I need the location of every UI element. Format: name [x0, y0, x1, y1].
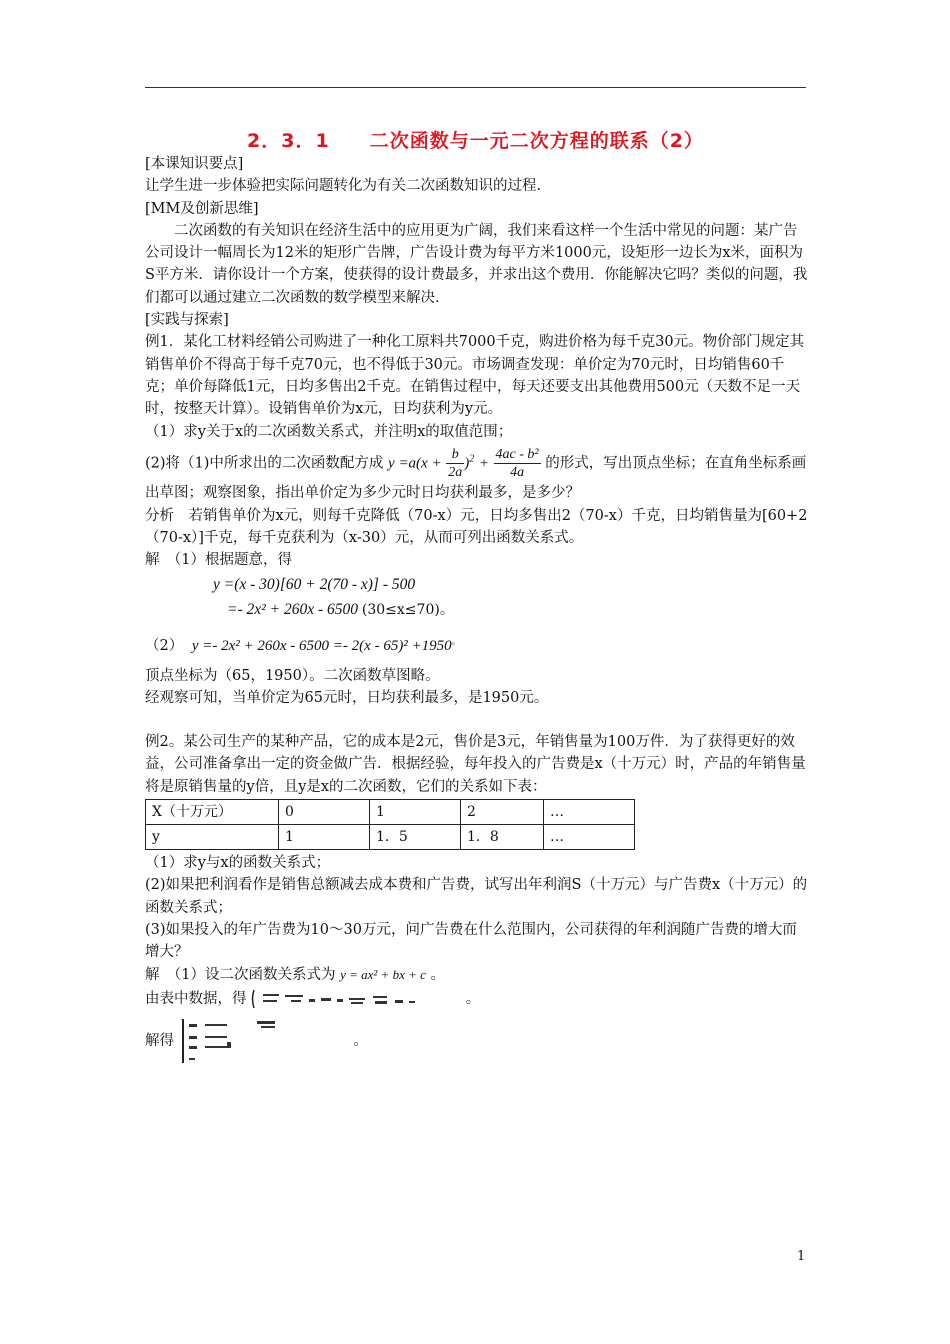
table-cell: 1: [279, 825, 370, 850]
q2-formula-exp: 2: [469, 453, 475, 465]
table-cell: 1．5: [370, 825, 461, 850]
example1-vertex: 顶点坐标为（65，1950）。二次函数草图略。: [145, 667, 440, 684]
example2-statement: 例2。某公司生产的某种产品，它的成本是2元，售价是3元，年销售量为100万件．为了获得更好的效益，公司准备拿出一定的资金做广告．根据经验，每年投入的广告费是x（十万元）时，产品的年销售量将是原销售量的y倍，且y是x的二次函数，它们的关系如下表：: [145, 734, 806, 795]
example1-analysis: 分析 若销售单价为x元，则每千克降低（70-x）元，日均多售出2（70-x）千克，日均销售量为[60+2（70-x）]千克，每千克获利为（x-30）元，从而可列出函数关系式。: [145, 507, 808, 547]
table-cell: 1: [370, 800, 461, 825]
equation-line-1: y =(x - 30)[60 + 2(70 - x)] - 500: [213, 575, 416, 593]
q2-formula-mid: ): [464, 455, 470, 472]
table-cell: 1．8: [461, 825, 544, 850]
example1-part2: [145, 629, 809, 659]
example2-system-line: [145, 986, 809, 1012]
example2-question3: (3)如果投入的年广告费为10～30万元，问广告费在什么范围内，公司获得的年利润随广告费的增大而增大？: [145, 921, 797, 961]
equation-line-2: [213, 597, 809, 623]
q2-prefix: (2)将（1)中所求出的二次函数配方成: [145, 455, 384, 472]
section-header-points: [本课知识要点]: [145, 156, 244, 172]
q2-suffix: 的形式，写出顶点坐标；在直角坐标系画出草图；观察图象，指出单价定为多少元时日均获利最多，是多少？: [145, 455, 807, 501]
q2-fraction-vertex: [494, 446, 541, 481]
table-cell: …: [544, 825, 635, 850]
table-cell: 0: [279, 800, 370, 825]
example1-statement: 例1．某化工材料经销公司购进了一种化工原料共7000千克，购进价格为每千克30元。物价部门规定其销售单价不得高于每千克70元，也不得低于30元。市场调查发现：单价定为70元时，日均销售60千克；单价每降低1元，日均多售出2千克。在销售过程中，每天还要支出其他费用500元（天数不足一天时，按整天计算）。设销售单价为x元，日均获利为y元。: [145, 334, 805, 418]
q2-formula-plus: +: [478, 455, 489, 472]
solved-text: 解得: [145, 1032, 174, 1049]
from-table-end: 。: [465, 990, 481, 1007]
example1-solution-head: 解 （1）根据题意，得: [145, 552, 292, 569]
q2-frac2-den: 4a: [510, 464, 525, 480]
table-cell: 2: [461, 800, 544, 825]
document-body: [145, 153, 809, 1064]
q2-frac1-num: b: [446, 446, 464, 464]
mm-paragraph: 二次函数的有关知识在经济生活中的应用更为广阔，我们来看这样一个生活中常见的问题：某广告公司设计一幅周长为12米的矩形广告牌，广告设计费为每平方米1000元，设矩形一边长为x米，面积为S平方米．请你设计一个方案，使获得的设计费最多，并求出这个费用．你能解决它吗？类似的问题，我们都可以通过建立二次函数的数学模型来解决．: [145, 222, 808, 306]
spacer: [145, 709, 809, 731]
example2-solved-line: [145, 1018, 809, 1064]
solution-system-image: [179, 1018, 349, 1064]
from-table-text: 由表中数据，得: [145, 990, 247, 1007]
example2-question2: (2)如果把利润看作是销售总额减去成本费和广告费，试写出年利润S（十万元）与广告费x（十万元）的函数关系式；: [145, 877, 808, 916]
example2-question1: （1）求y与x的函数关系式；: [145, 855, 331, 872]
solution-formula: y = ax² + bx + c: [340, 966, 426, 982]
table-cell: y: [146, 825, 279, 850]
example1-question2: [145, 446, 809, 505]
solution-end: 。: [430, 966, 445, 983]
equation-2-expr: =- 2x² + 260x - 6500: [227, 600, 359, 618]
page-number: 1: [797, 1249, 806, 1264]
equation-2-condition: (30≤x≤70)。: [361, 601, 454, 618]
example1-conclusion: 经观察可知，当单价定为65元时，日均获利最多，是1950元。: [145, 689, 549, 706]
table-row: [146, 825, 635, 850]
equation-system-image: [251, 988, 461, 1010]
q2-frac1-den: 2a: [448, 464, 463, 480]
header-rule: [145, 87, 806, 88]
part2-label: （2）: [145, 637, 184, 654]
example2-table: [145, 799, 635, 850]
solution-head: 解 （1）设二次函数关系式为: [145, 966, 336, 983]
solved-end: 。: [353, 1032, 368, 1049]
points-text: 让学生进一步体验把实际问题转化为有关二次函数知识的过程.: [145, 178, 542, 195]
example1-question1: （1）求y关于x的二次函数关系式，并注明x的取值范围；: [145, 423, 513, 440]
equation-block-1: [145, 572, 809, 623]
table-cell: …: [544, 800, 635, 825]
q2-frac2-num: 4ac - b²: [495, 446, 539, 462]
q2-fraction-b-2a: [446, 446, 464, 481]
example2-solution: [145, 964, 809, 986]
table-row: [146, 800, 635, 825]
q2-formula-lead: y =a(x +: [388, 455, 442, 472]
table-cell: X（十万元）: [146, 800, 279, 825]
equation-3-end: 。: [451, 636, 461, 647]
section-header-practice: [实践与探索]: [145, 312, 229, 329]
equation-line-3: y =- 2x² + 260x - 6500 =- 2(x - 65)² +1950: [191, 637, 452, 654]
section-header-mm: [MM及创新思维]: [145, 200, 259, 217]
page-title: 2．3．1 二次函数与一元二次方程的联系（2）: [247, 130, 704, 152]
